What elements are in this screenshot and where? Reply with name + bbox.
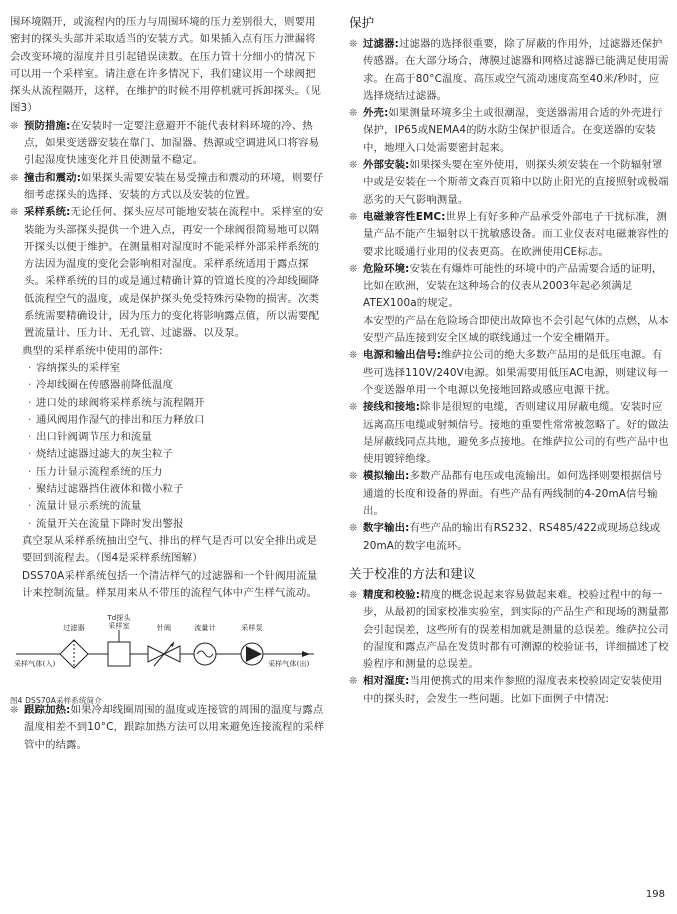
right-column	[349, 14, 669, 708]
item-text: 如果探头需要安装在易受撞击和震动的环境，则要仔细考虑探头的选择、安装的方式以及安装的位置。	[24, 171, 324, 201]
parts-list	[10, 360, 325, 533]
list-item	[10, 118, 325, 170]
item-title: 相对湿度:	[363, 675, 410, 688]
bullet-icon: ❊	[349, 108, 358, 120]
label-flow-meter: 流量计	[194, 624, 216, 633]
bullet-icon: ❊	[349, 350, 358, 362]
bullet-icon: ❊	[349, 211, 358, 223]
item-extra-text: 本安型的产品在危险场合即使出故障也不会引起气体的点燃，从本安型产品连接到安全区域的联线通过一个安全栅隔开。	[363, 314, 669, 345]
item-text: 有些产品的输出有RS232、RS485/422或现场总线或20mA的数字电流环。	[363, 522, 661, 552]
item-text: 在安装时一定要注意避开不能代表材料环境的冷、热点，如果变送器安装在靠门、加湿器、热源或空调进风口将容易引起湿度快速变化并且使测量不稳定。	[24, 119, 320, 167]
item-title: 电磁兼容性EMC:	[363, 210, 446, 223]
item-title: 预防措施:	[24, 119, 71, 132]
part-item: · 压力计显示流程系统的压力	[10, 464, 325, 481]
list-item	[10, 702, 325, 754]
item-text: 如果测量环境多尘土或很潮湿，变送器需用合适的外壳进行保护，IP65或NEMA4的防水防尘保护很适合。在变送器的安装中，地埋入口处需要密封起来。	[363, 107, 663, 154]
bullet-icon: ❊	[349, 263, 358, 275]
item-text: 过滤器的选择很重要，除了屏蔽的作用外，过滤器还保护传感器。在大部分场合，薄膜过滤器和网格过滤器已能满足使用需求。在高于80°C温度、高压或空气流动速度高至40米/秒时，应选择烧结过滤器。	[363, 38, 669, 102]
item-title: 危险环境:	[363, 262, 410, 275]
bullet-icon: ❊	[349, 523, 358, 535]
sampling-system-figure	[10, 608, 325, 706]
label-filter: 过滤器	[63, 624, 85, 633]
item-text: 安装在有爆炸可能性的环境中的产品需要合适的证明，比如在欧洲，安装在这种场合的仪表从2003年起必须满足ATEX100a的规定。	[363, 262, 663, 310]
label-td-probe: Td探头	[107, 614, 131, 623]
arrow-out-icon	[302, 651, 310, 657]
item-title: 撞击和震动:	[24, 171, 82, 184]
list-item	[349, 36, 669, 105]
sampling-diagram	[10, 608, 320, 688]
part-item: · 流量计显示系统的流量	[10, 498, 325, 515]
needle-valve-icon	[148, 646, 164, 662]
dss70a-paragraph: DSS70A采样系统包括一个清洁样气的过滤器和一个针阀用流量计来控制流量。样泵用来从不带压的流程气体中产生样气流动。	[22, 569, 318, 599]
part-item: · 进口处的球阀将采样系统与流程隔开	[10, 395, 325, 412]
part-item: · 出口针阀调节压力和流量	[10, 429, 325, 446]
list-item	[10, 204, 325, 342]
item-text: 维萨拉公司的绝大多数产品用的是低压电源。有些可选择110V/240V电源。如果需要用低压AC电源，则建议每一个变送器单用一个电源以免接地回路或感应电源干扰。	[363, 349, 669, 396]
list-item	[349, 673, 669, 708]
item-title: 过滤器:	[363, 38, 399, 50]
bullet-icon: ❊	[10, 207, 19, 219]
item-title: 外部安装:	[363, 159, 410, 172]
item-text: 如果探头要在室外使用，则探头须安装在一个防辐射罩中或是安装在一个斯蒂文森百页箱中以防止阳光的直接照射或极端恶劣的天气影响测量。	[363, 159, 669, 206]
intro-paragraph: 围环境隔开，或流程内的压力与周围环境的压力差别很大，则要用密封的探头头部并采取适当的安装方式。如果插入点有压力泄漏将会改变环境的湿度并且引起错误读数。在压力管十分细小的情况下可以用一个采样室。请注意在许多情况下，我们建议用一个球阀把探头从流程隔开，这样，在维护的时候不用停机就可拆卸探头。（见图3）	[10, 16, 322, 115]
list-item	[10, 170, 325, 205]
left-column	[10, 14, 325, 754]
item-text: 无论任何、探头应尽可能地安装在流程中。采样室的安装能为头部探头提供一个进入点，再安一个球阀很简易地可以隔开探头以便于维护。在测量相对湿度时不能采样外部采样系统的方法因为温度的变化会影响相对湿度。采样系统适用于露点探头。采样系统的目的或是通过精确计算的管道长度的冷却线圈降低流程空气的温度，或是保护探头免受特殊污染物的损害。次类系统需要精确设计，因为压力的变化将影响露点值，所以需要配置流量计、压力计、无孔管、过滤器、以及泵。	[24, 206, 324, 340]
label-gas-in: 采样气体(入)	[14, 660, 56, 669]
item-text: 世界上有好多种产品承受外部电子干扰标准，测量产品不能产生辐射以干扰敏感设备。而工业仪表对电磁兼容性的要求比暖通行业用的仪表更高。在欧洲使用CE标志。	[363, 210, 669, 258]
item-title: 模拟输出:	[363, 470, 410, 483]
item-text: 除非是很短的电缆，否则建议用屏蔽电缆。安装时应远离高压电缆或射频信号。接地的重要性常常被忽略了。好的做法是屏蔽线同点共地，避免多点接地。在维萨拉公司的有些产品中也使用镀锌绝缘。	[363, 401, 669, 466]
label-gas-out: 采样气体(出)	[268, 660, 310, 669]
item-title: 数字输出:	[363, 522, 410, 535]
list-item	[349, 587, 669, 673]
part-item: · 聚结过滤器挡住液体和微小粒子	[10, 481, 325, 498]
label-sample-chamber: 采样室	[108, 622, 130, 631]
bullet-icon: ❊	[349, 471, 358, 483]
section-heading-protection: 保护	[349, 15, 375, 30]
part-item: · 冷却线圈在传感器前降低温度	[10, 377, 325, 394]
parts-heading: 典型的采样系统中使用的部件:	[22, 344, 163, 357]
bullet-icon: ❊	[349, 402, 358, 414]
label-pump: 采样泵	[241, 624, 263, 633]
item-title: 电源和输出信号:	[363, 349, 442, 362]
item-text: 精度的概念说起来容易做起来难。校验过程中的每一步，从最初的国家校准实验室，到实际的产品生产和现场的测量都会引起误差，这些所有的误差相加就是测量的总误差。维萨拉公司的湿度和露点产品在发货时都有可溯源的校验证书，详细描述了校验程序和测量的总误差。	[363, 588, 669, 671]
item-title: 跟踪加热:	[24, 704, 71, 717]
section-heading-calibration: 关于校准的方法和建议	[349, 565, 476, 581]
list-item	[349, 157, 669, 209]
bullet-icon: ❊	[10, 172, 19, 184]
list-item	[349, 347, 669, 399]
item-text: 如果冷却线圈周围的温度或连接管的周围的温度与露点温度相差不到10°C，跟踪加热方法可以用来避免连接流程的采样管中的结露。	[24, 704, 325, 751]
sample-chamber-icon	[108, 642, 130, 666]
list-item	[349, 520, 669, 555]
item-title: 采样系统:	[24, 206, 71, 219]
bullet-icon: ❊	[349, 160, 358, 172]
list-item	[349, 399, 669, 468]
part-item: · 通风阀用作湿气的排出和压力释放口	[10, 412, 325, 429]
page-number: 198	[645, 889, 665, 900]
part-item: · 烧结过滤器过滤大的灰尘粒子	[10, 446, 325, 463]
list-item	[349, 105, 669, 157]
item-text: 当用便携式的用来作参照的湿度表来校验固定安装使用中的探头时，会发生一些问题。比如下面例子中情况:	[363, 675, 663, 705]
label-needle-valve: 针阀	[156, 624, 172, 633]
bullet-icon: ❊	[349, 589, 358, 601]
bullet-icon: ❊	[10, 120, 19, 132]
figure-caption: 图4 DSS70A采样系统简介	[10, 696, 102, 706]
part-item: · 容纳探头的采样室	[10, 360, 325, 377]
item-text: 多数产品都有电压或电流输出。如何选择则要根据信号通道的长度和设备的界面。有些产品有两线制的4-20mA信号输出。	[363, 470, 663, 518]
item-title: 接线和接地:	[363, 401, 421, 414]
pump-paragraph: 真空泵从采样系统抽出空气、排出的样气是否可以安全排出或是要回到流程去。（图4是采样系统图解）	[22, 534, 318, 565]
item-title: 精度和校验:	[363, 588, 421, 601]
list-item	[349, 209, 669, 261]
part-item: · 流量开关在流量下降时发出警报	[10, 516, 325, 533]
list-item	[349, 261, 669, 347]
bullet-icon: ❊	[10, 705, 19, 717]
bullet-icon: ❊	[349, 39, 358, 50]
item-title: 外壳:	[363, 107, 389, 120]
list-item	[349, 468, 669, 520]
bullet-icon: ❊	[349, 676, 358, 688]
